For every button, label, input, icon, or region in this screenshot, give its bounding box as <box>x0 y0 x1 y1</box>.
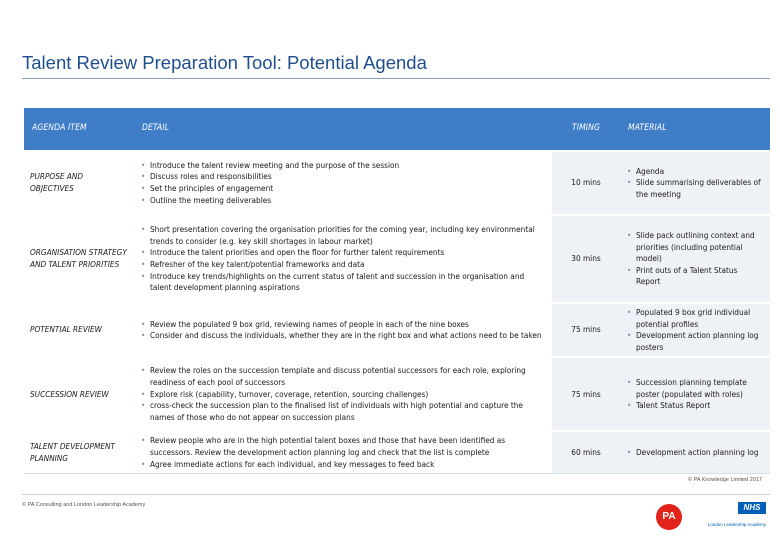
agenda-item-cell: POTENTIAL REVIEW <box>24 303 134 357</box>
material-list <box>626 166 764 201</box>
header-material: MATERIAL <box>620 108 770 151</box>
detail-bullet: • Review the roles on the succession template and discuss potential successors for each role, exploring readiness of each pool of successors <box>150 365 546 388</box>
material-cell <box>620 303 770 357</box>
title-divider <box>22 78 770 79</box>
detail-list <box>140 319 546 342</box>
material-bullet: • Populated 9 box grid individual potential profiles <box>636 307 764 330</box>
material-bullet: • Agenda <box>636 166 764 178</box>
detail-cell <box>134 151 552 215</box>
header-agenda-item: AGENDA ITEM <box>24 108 134 151</box>
table-row <box>24 151 770 215</box>
timing-cell: 30 mins <box>552 215 620 303</box>
agenda-item-cell: ORGANISATION STRATEGY AND TALENT PRIORITIES <box>24 215 134 303</box>
header-detail: DETAIL <box>134 108 552 151</box>
timing-cell: 60 mins <box>552 431 620 473</box>
agenda-item-cell: TALENT DEVELOPMENT PLANNING <box>24 431 134 473</box>
material-cell <box>620 431 770 473</box>
material-list <box>626 447 764 459</box>
material-cell <box>620 357 770 431</box>
table-row <box>24 357 770 431</box>
detail-bullet: • Explore risk (capability, turnover, coverage, retention, sourcing challenges) <box>150 389 546 401</box>
page-title: Talent Review Preparation Tool: Potential Agenda <box>22 52 427 73</box>
detail-bullet: • Agree immediate actions for each individual, and key messages to feed back <box>150 459 546 471</box>
detail-bullet: • Consider and discuss the individuals, whether they are in the right box and what actions need to be taken <box>150 330 546 342</box>
detail-bullet: • Discuss roles and responsibilities <box>150 171 546 183</box>
copyright-right: © PA Knowledge Limited 2017 <box>688 477 762 483</box>
material-list <box>626 230 764 288</box>
material-bullet: • Print outs of a Talent Status Report <box>636 265 764 288</box>
material-cell <box>620 151 770 215</box>
detail-cell <box>134 357 552 431</box>
detail-list <box>140 435 546 470</box>
nhs-subtitle: London Leadership Academy <box>707 522 766 527</box>
timing-cell: 75 mins <box>552 357 620 431</box>
detail-bullet: • Short presentation covering the organisation priorities for the coming year, including key environmental trends to consider (e.g. key skill shortages in labour market) <box>150 224 546 247</box>
timing-cell: 10 mins <box>552 151 620 215</box>
detail-cell <box>134 215 552 303</box>
material-bullet: • Talent Status Report <box>636 400 764 412</box>
detail-cell <box>134 303 552 357</box>
table-row <box>24 215 770 303</box>
material-cell <box>620 215 770 303</box>
detail-list <box>140 365 546 423</box>
detail-bullet: • Review people who are in the high potential talent boxes and those that have been identified as successors. Review the development action planning log and check that the list is complete <box>150 435 546 458</box>
material-bullet: • Slide pack outlining context and priorities (including potential model) <box>636 230 764 265</box>
nhs-logo: NHS <box>738 502 766 514</box>
copyright-left: © PA Consulting and London Leadership Academy <box>22 502 146 508</box>
detail-cell <box>134 431 552 473</box>
detail-bullet: • cross-check the succession plan to the finalised list of individuals with high potential and capture the names of those who do not appear on succession plans <box>150 400 546 423</box>
detail-bullet: • Introduce key trends/highlights on the current status of talent and succession in the organisation and talent development planning aspirations <box>150 271 546 294</box>
pa-logo: PA <box>656 504 682 530</box>
material-list <box>626 377 764 412</box>
detail-bullet: • Outline the meeting deliverables <box>150 195 546 207</box>
material-bullet: • Slide summarising deliverables of the meeting <box>636 177 764 200</box>
detail-bullet: • Introduce the talent review meeting and the purpose of the session <box>150 160 546 172</box>
header-row <box>24 108 770 151</box>
footer-divider <box>22 494 770 495</box>
material-list <box>626 307 764 353</box>
header-timing: TIMING <box>552 108 620 151</box>
detail-list <box>140 224 546 294</box>
agenda-rows <box>24 151 770 474</box>
detail-bullet: • Set the principles of engagement <box>150 183 546 195</box>
material-bullet: • Development action planning log <box>636 447 764 459</box>
detail-bullet: • Introduce the talent priorities and open the floor for further talent requirements <box>150 247 546 259</box>
table-row <box>24 303 770 357</box>
timing-cell: 75 mins <box>552 303 620 357</box>
agenda-item-cell: SUCCESSION REVIEW <box>24 357 134 431</box>
table-row <box>24 431 770 473</box>
agenda-item-cell: PURPOSE AND OBJECTIVES <box>24 151 134 215</box>
agenda-table <box>24 108 770 474</box>
detail-bullet: • Refresher of the key talent/potential frameworks and data <box>150 259 546 271</box>
material-bullet: • Development action planning log posters <box>636 330 764 353</box>
detail-list <box>140 160 546 206</box>
detail-bullet: • Review the populated 9 box grid, reviewing names of people in each of the nine boxes <box>150 319 546 331</box>
material-bullet: • Succession planning template poster (populated with roles) <box>636 377 764 400</box>
